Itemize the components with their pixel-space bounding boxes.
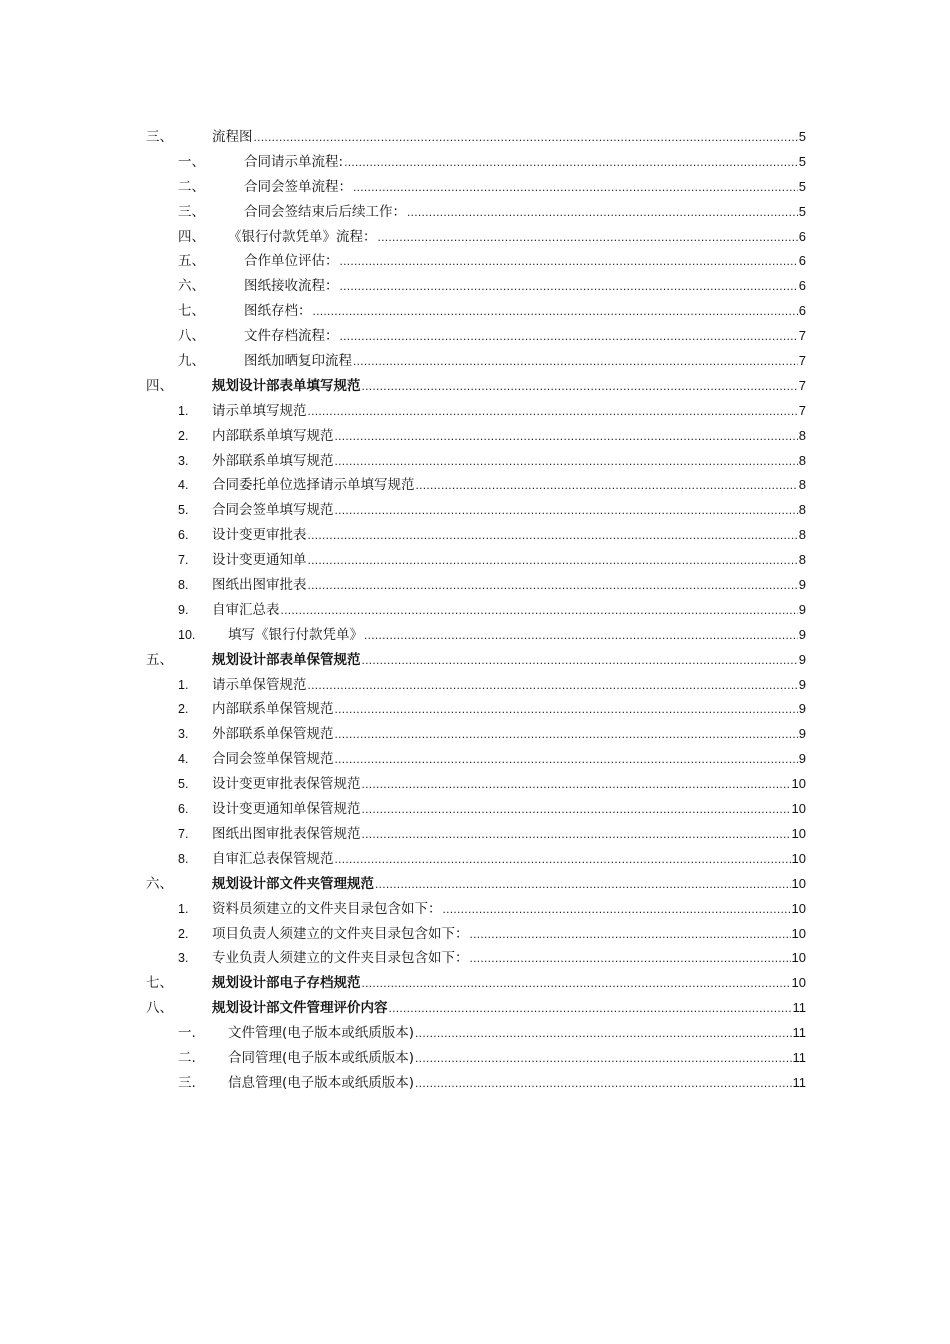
toc-entry-number: 5. <box>178 777 189 792</box>
toc-page-number: 11 <box>792 1025 806 1041</box>
toc-entry-title: 规划设计部文件管理评价内容 <box>212 1000 388 1017</box>
toc-entry[interactable] <box>146 399 806 424</box>
toc-entry-number: 五、 <box>146 651 173 668</box>
toc-page-number: 10 <box>791 825 806 841</box>
toc-entry[interactable] <box>146 673 806 698</box>
toc-entry-title: 合作单位评估： <box>244 253 339 270</box>
toc-entry-title: 文件存档流程： <box>244 328 339 345</box>
toc-entry-number: 一、 <box>178 153 205 170</box>
toc-dot-leader <box>335 697 798 722</box>
toc-entry-title: 资料员须建立的文件夹目录包含如下： <box>212 900 442 917</box>
toc-entry-number: 2. <box>178 926 189 941</box>
toc-entry-title: 设计变更审批表 <box>212 527 307 544</box>
toc-dot-leader <box>335 722 798 747</box>
toc-entry[interactable] <box>146 473 806 498</box>
toc-dot-leader <box>415 1021 791 1046</box>
toc-dot-leader <box>340 274 798 299</box>
toc-dot-leader <box>470 922 791 947</box>
toc-dot-leader <box>470 946 791 971</box>
toc-entry-number: 八、 <box>178 328 205 345</box>
toc-entry-title: 文件管理(电子版本或纸质版本) <box>228 1025 415 1042</box>
toc-page-number: 10 <box>791 801 806 817</box>
toc-entry-number: 4. <box>178 752 189 767</box>
toc-dot-leader <box>378 225 798 250</box>
toc-entry[interactable] <box>146 249 806 274</box>
toc-entry-title: 规划设计部电子存档规范 <box>212 975 361 992</box>
toc-page-number: 7 <box>798 402 806 418</box>
toc-entry-title: 合同会签单保管规范 <box>212 751 334 768</box>
toc-entry-number: 6. <box>178 528 189 543</box>
toc-page-number: 9 <box>798 601 806 617</box>
toc-page-number: 8 <box>798 502 806 518</box>
table-of-contents <box>146 125 806 1096</box>
toc-dot-leader <box>364 623 798 648</box>
toc-page-number: 6 <box>798 303 806 319</box>
toc-dot-leader <box>416 473 798 498</box>
toc-entry-title: 自审汇总表保管规范 <box>212 850 334 867</box>
toc-page-number: 9 <box>798 751 806 767</box>
toc-entry-number: 四、 <box>146 377 173 394</box>
toc-dot-leader <box>407 200 798 225</box>
toc-dot-leader <box>362 374 798 399</box>
toc-dot-leader <box>335 498 798 523</box>
toc-entry[interactable] <box>146 747 806 772</box>
toc-entry[interactable] <box>146 299 806 324</box>
toc-dot-leader <box>308 673 798 698</box>
toc-entry[interactable] <box>146 424 806 449</box>
toc-page-number: 10 <box>791 975 806 991</box>
toc-dot-leader <box>308 399 798 424</box>
toc-page-number: 11 <box>792 1074 806 1090</box>
toc-entry[interactable] <box>146 374 806 399</box>
toc-entry-number: 10. <box>178 627 196 642</box>
toc-entry[interactable] <box>146 897 806 922</box>
toc-entry-title: 外部联系单保管规范 <box>212 726 334 743</box>
toc-entry-number: 1. <box>178 677 189 692</box>
toc-entry-title: 图纸接收流程： <box>244 278 339 295</box>
toc-page-number: 7 <box>798 328 806 344</box>
toc-entry-title: 外部联系单填写规范 <box>212 452 334 469</box>
toc-page-number: 11 <box>792 1049 806 1065</box>
toc-dot-leader <box>362 971 791 996</box>
toc-entry-title: 请示单填写规范 <box>212 402 307 419</box>
toc-entry-title: 设计变更通知单 <box>212 552 307 569</box>
toc-dot-leader <box>353 349 798 374</box>
toc-entry[interactable] <box>146 648 806 673</box>
toc-entry-number: 3. <box>178 951 189 966</box>
toc-page-number: 7 <box>798 353 806 369</box>
toc-entry[interactable] <box>146 498 806 523</box>
toc-entry-number: 六、 <box>146 875 173 892</box>
toc-entry[interactable] <box>146 573 806 598</box>
toc-entry-title: 图纸加晒复印流程 <box>244 353 352 370</box>
toc-entry[interactable] <box>146 872 806 897</box>
toc-page-number: 8 <box>798 452 806 468</box>
toc-page-number: 9 <box>798 726 806 742</box>
toc-dot-leader <box>340 324 798 349</box>
toc-entry[interactable] <box>146 971 806 996</box>
toc-dot-leader <box>353 175 798 200</box>
toc-entry[interactable] <box>146 623 806 648</box>
toc-entry-title: 内部联系单填写规范 <box>212 427 334 444</box>
toc-page-number: 6 <box>798 228 806 244</box>
toc-entry-number: 1. <box>178 403 189 418</box>
toc-page-number: 5 <box>798 203 806 219</box>
toc-entry-number: 七、 <box>146 975 173 992</box>
toc-dot-leader <box>308 548 798 573</box>
toc-page-number: 10 <box>791 875 806 891</box>
toc-entry-number: 8. <box>178 578 189 593</box>
toc-page-number: 5 <box>798 153 806 169</box>
toc-entry-title: 信息管理(电子版本或纸质版本) <box>228 1074 415 1091</box>
toc-entry-title: 图纸出图审批表保管规范 <box>212 825 361 842</box>
toc-entry-title: 请示单保管规范 <box>212 676 307 693</box>
toc-entry-number: 六、 <box>178 278 205 295</box>
toc-page-number: 5 <box>798 178 806 194</box>
toc-dot-leader <box>308 573 798 598</box>
toc-entry[interactable] <box>146 449 806 474</box>
toc-entry-number: 3. <box>178 727 189 742</box>
toc-dot-leader <box>362 797 791 822</box>
toc-entry-title: 项目负责人须建立的文件夹目录包含如下： <box>212 925 469 942</box>
toc-entry[interactable] <box>146 722 806 747</box>
toc-dot-leader <box>362 822 791 847</box>
toc-entry-title: 合同会签结束后后续工作： <box>244 203 406 220</box>
toc-entry[interactable] <box>146 1021 806 1046</box>
toc-entry-number: 4. <box>178 478 189 493</box>
toc-entry-number: 八、 <box>146 1000 173 1017</box>
toc-entry-number: 九、 <box>178 353 205 370</box>
toc-dot-leader <box>389 996 792 1021</box>
toc-entry-title: 流程图 <box>212 129 253 145</box>
toc-entry-number: 三. <box>178 1074 196 1091</box>
toc-page-number: 9 <box>798 676 806 692</box>
toc-entry-number: 3. <box>178 453 189 468</box>
toc-page-number: 8 <box>798 427 806 443</box>
toc-entry-number: 5. <box>178 503 189 518</box>
toc-entry-title: 《银行付款凭单》流程： <box>228 228 377 245</box>
toc-entry-number: 三、 <box>146 129 173 145</box>
toc-page-number: 9 <box>798 651 806 667</box>
toc-entry-title: 规划设计部表单保管规范 <box>212 651 361 668</box>
toc-entry[interactable] <box>146 946 806 971</box>
toc-dot-leader <box>443 897 791 922</box>
toc-entry-title: 合同委托单位选择请示单填写规范 <box>212 477 415 494</box>
toc-page-number: 11 <box>792 1000 806 1016</box>
toc-entry[interactable] <box>146 324 806 349</box>
toc-dot-leader <box>375 872 791 897</box>
toc-page-number: 6 <box>798 253 806 269</box>
toc-entry-number: 三、 <box>178 203 205 220</box>
toc-entry[interactable] <box>146 822 806 847</box>
toc-entry-title: 合同会签单填写规范 <box>212 502 334 519</box>
toc-entry-title: 规划设计部表单填写规范 <box>212 377 361 394</box>
toc-entry[interactable] <box>146 797 806 822</box>
toc-page-number: 7 <box>798 377 806 393</box>
toc-entry-title: 内部联系单保管规范 <box>212 701 334 718</box>
toc-entry-number: 二、 <box>178 178 205 195</box>
toc-dot-leader <box>335 424 798 449</box>
toc-entry-number: 七、 <box>178 303 205 320</box>
toc-page-number: 8 <box>798 477 806 493</box>
toc-entry-number: 四、 <box>178 228 205 245</box>
toc-page-number: 10 <box>791 950 806 966</box>
toc-page-number: 5 <box>798 129 806 144</box>
toc-page-number: 9 <box>798 626 806 642</box>
toc-page-number: 10 <box>791 776 806 792</box>
toc-entry[interactable] <box>146 548 806 573</box>
toc-entry-title: 图纸存档： <box>244 303 312 320</box>
toc-entry-title: 填写《银行付款凭单》 <box>228 626 363 643</box>
toc-entry[interactable] <box>146 125 806 150</box>
toc-entry-title: 自审汇总表 <box>212 601 280 618</box>
toc-entry[interactable] <box>146 697 806 722</box>
toc-dot-leader <box>335 847 791 872</box>
toc-entry-number: 1. <box>178 901 189 916</box>
toc-page-number: 9 <box>798 701 806 717</box>
toc-dot-leader <box>362 772 791 797</box>
toc-dot-leader <box>344 150 798 175</box>
toc-entry-number: 2. <box>178 702 189 717</box>
toc-entry[interactable] <box>146 200 806 225</box>
toc-entry[interactable] <box>146 847 806 872</box>
toc-entry-title: 合同管理(电子版本或纸质版本) <box>228 1049 415 1066</box>
toc-entry[interactable] <box>146 175 806 200</box>
toc-entry-number: 五、 <box>178 253 205 270</box>
toc-entry[interactable] <box>146 598 806 623</box>
toc-entry-title: 设计变更审批表保管规范 <box>212 776 361 793</box>
toc-dot-leader <box>362 648 798 673</box>
toc-entry-number: 6. <box>178 802 189 817</box>
toc-entry-title: 图纸出图审批表 <box>212 577 307 594</box>
toc-entry[interactable] <box>146 274 806 299</box>
toc-entry-number: 一. <box>178 1025 196 1042</box>
toc-entry-title: 合同请示单流程: <box>244 153 344 170</box>
toc-entry-number: 9. <box>178 602 189 617</box>
toc-dot-leader <box>335 449 798 474</box>
toc-dot-leader <box>335 747 798 772</box>
toc-entry[interactable] <box>146 1046 806 1071</box>
toc-dot-leader <box>415 1046 791 1071</box>
toc-entry-title: 规划设计部文件夹管理规范 <box>212 875 374 892</box>
toc-entry[interactable] <box>146 150 806 175</box>
toc-entry-title: 专业负责人须建立的文件夹目录包含如下： <box>212 950 469 967</box>
toc-page-number: 10 <box>791 900 806 916</box>
toc-entry[interactable] <box>146 225 806 250</box>
toc-page-number: 8 <box>798 527 806 543</box>
toc-entry[interactable] <box>146 523 806 548</box>
toc-dot-leader <box>308 523 798 548</box>
toc-entry[interactable] <box>146 349 806 374</box>
toc-page-number: 9 <box>798 577 806 593</box>
toc-entry-number: 7. <box>178 553 189 568</box>
toc-entry[interactable] <box>146 1071 806 1096</box>
toc-dot-leader <box>340 249 798 274</box>
toc-page-number: 10 <box>791 850 806 866</box>
toc-entry-title: 设计变更通知单保管规范 <box>212 801 361 818</box>
toc-page-number: 6 <box>798 278 806 294</box>
toc-entry-number: 7. <box>178 826 189 841</box>
toc-entry-number: 二. <box>178 1049 196 1066</box>
toc-page-number: 8 <box>798 552 806 568</box>
toc-dot-leader <box>254 125 798 150</box>
toc-entry-number: 8. <box>178 851 189 866</box>
toc-entry[interactable] <box>146 996 806 1021</box>
toc-page-number: 10 <box>791 925 806 941</box>
toc-dot-leader <box>415 1071 791 1096</box>
toc-dot-leader <box>281 598 798 623</box>
toc-dot-leader <box>313 299 798 324</box>
toc-entry-number: 2. <box>178 428 189 443</box>
toc-entry[interactable] <box>146 922 806 947</box>
toc-entry-title: 合同会签单流程： <box>244 178 352 195</box>
toc-entry[interactable] <box>146 772 806 797</box>
